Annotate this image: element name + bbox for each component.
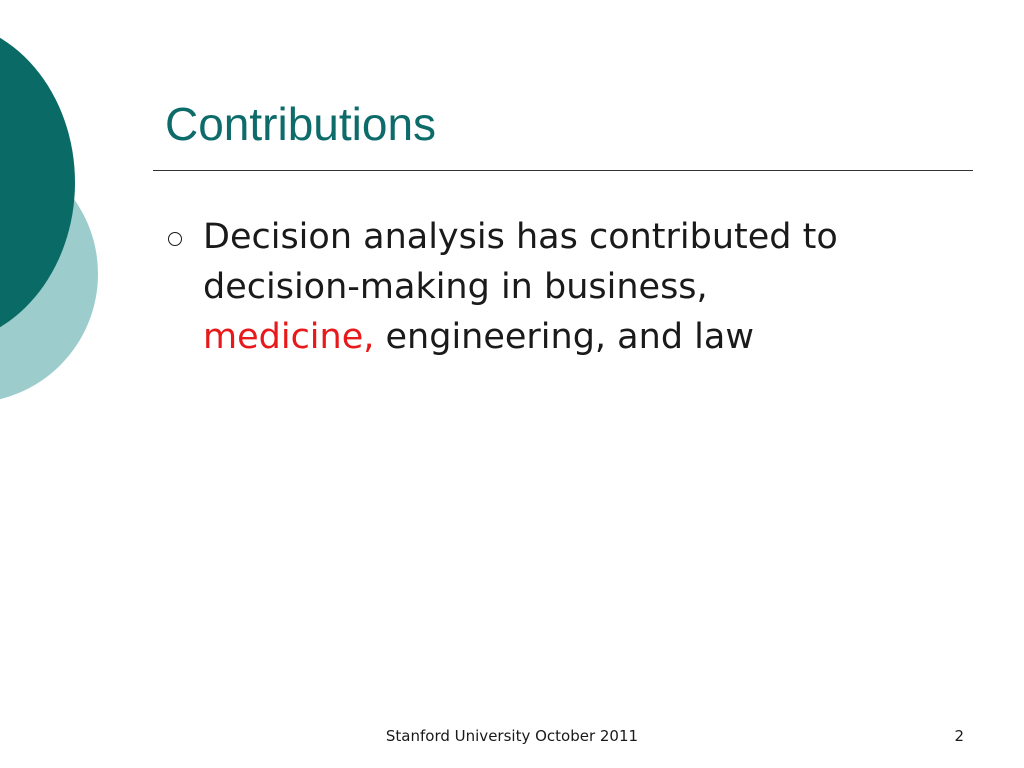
bullet-line-3-rest: engineering, and law <box>374 317 754 357</box>
bullet-line-2: decision-making in business, <box>203 267 708 307</box>
bullet-item <box>165 212 985 362</box>
title-divider <box>153 170 973 171</box>
bullet-highlight-medicine: medicine, <box>203 317 375 357</box>
slide-title: Contributions <box>165 98 437 150</box>
bullet-list <box>165 212 985 362</box>
hollow-circle-bullet-icon <box>168 232 182 246</box>
slide-number: 2 <box>954 727 964 745</box>
footer-text: Stanford University October 2011 <box>385 727 639 745</box>
bullet-line-1: Decision analysis has contributed to <box>203 217 838 257</box>
